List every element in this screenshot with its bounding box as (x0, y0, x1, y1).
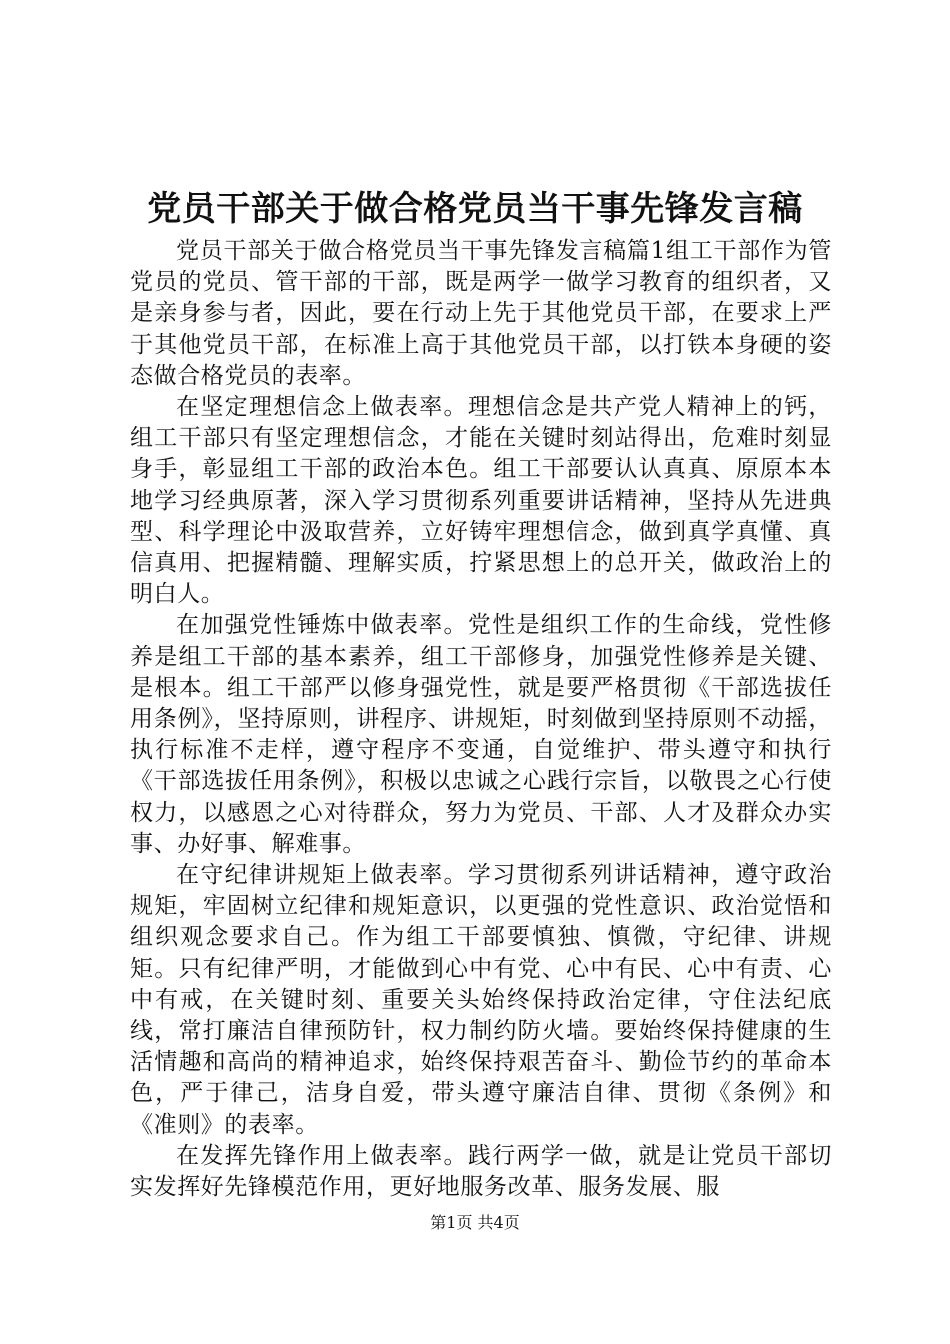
paragraph: 在坚定理想信念上做表率。理想信念是共产党人精神上的钙，组工干部只有坚定理想信念，才能在关键时刻站得出，危难时刻显身手，彰显组工干部的政治本色。组工干部要认认真真、原原本本地学习经典原著，深入学习贯彻系列重要讲话精神，坚持从先进典型、科学理论中汲取营养，立好铸牢理想信念，做到真学真懂、真信真用、把握精髓、理解实质，拧紧思想上的总开关，做政治上的明白人。 (130, 394, 832, 608)
page-number-footer: 第1页 共4页 (430, 1213, 520, 1232)
paragraph: 在守纪律讲规矩上做表率。学习贯彻系列讲话精神，遵守政治规矩，牢固树立纪律和规矩意识，以更强的党性意识、政治觉悟和组织观念要求自己。作为组工干部要慎独、慎微，守纪律、讲规矩。只有纪律严明，才能做到心中有党、心中有民、心中有责、心中有戒，在关键时刻、重要关头始终保持政治定律，守住法纪底线，常打廉洁自律预防针，权力制约防火墙。要始终保持健康的生活情趣和高尚的精神追求，始终保持艰苦奋斗、勤俭节约的革命本色，严于律己，洁身自爱，带头遵守廉洁自律、贯彻《条例》和《准则》的表率。 (130, 862, 832, 1138)
paragraph: 在发挥先锋作用上做表率。践行两学一做，就是让党员干部切实发挥好先锋模范作用，更好地服务改革、服务发展、服 (130, 1142, 832, 1201)
document-body (130, 236, 832, 1203)
document-title: 党员干部关于做合格党员当干事先锋发言稿 (147, 189, 803, 229)
paragraph: 在加强党性锤炼中做表率。党性是组织工作的生命线，党性修养是组工干部的基本素养，组工干部修身，加强党性修养是关键、是根本。组工干部严以修身强党性，就是要严格贯彻《干部选拔任用条例》，坚持原则，讲程序、讲规矩，时刻做到坚持原则不动摇，执行标准不走样，遵守程序不变通，自觉维护、带头遵守和执行《干部选拔任用条例》，积极以忠诚之心践行宗旨，以敬畏之心行使权力，以感恩之心对待群众，努力为党员、干部、人才及群众办实事、办好事、解难事。 (130, 612, 832, 857)
paragraph: 党员干部关于做合格党员当干事先锋发言稿篇1组工干部作为管党员的党员、管干部的干部，既是两学一做学习教育的组织者，又是亲身参与者，因此，要在行动上先于其他党员干部，在要求上严于其他党员干部，在标准上高于其他党员干部，以打铁本身硬的姿态做合格党员的表率。 (130, 238, 832, 389)
